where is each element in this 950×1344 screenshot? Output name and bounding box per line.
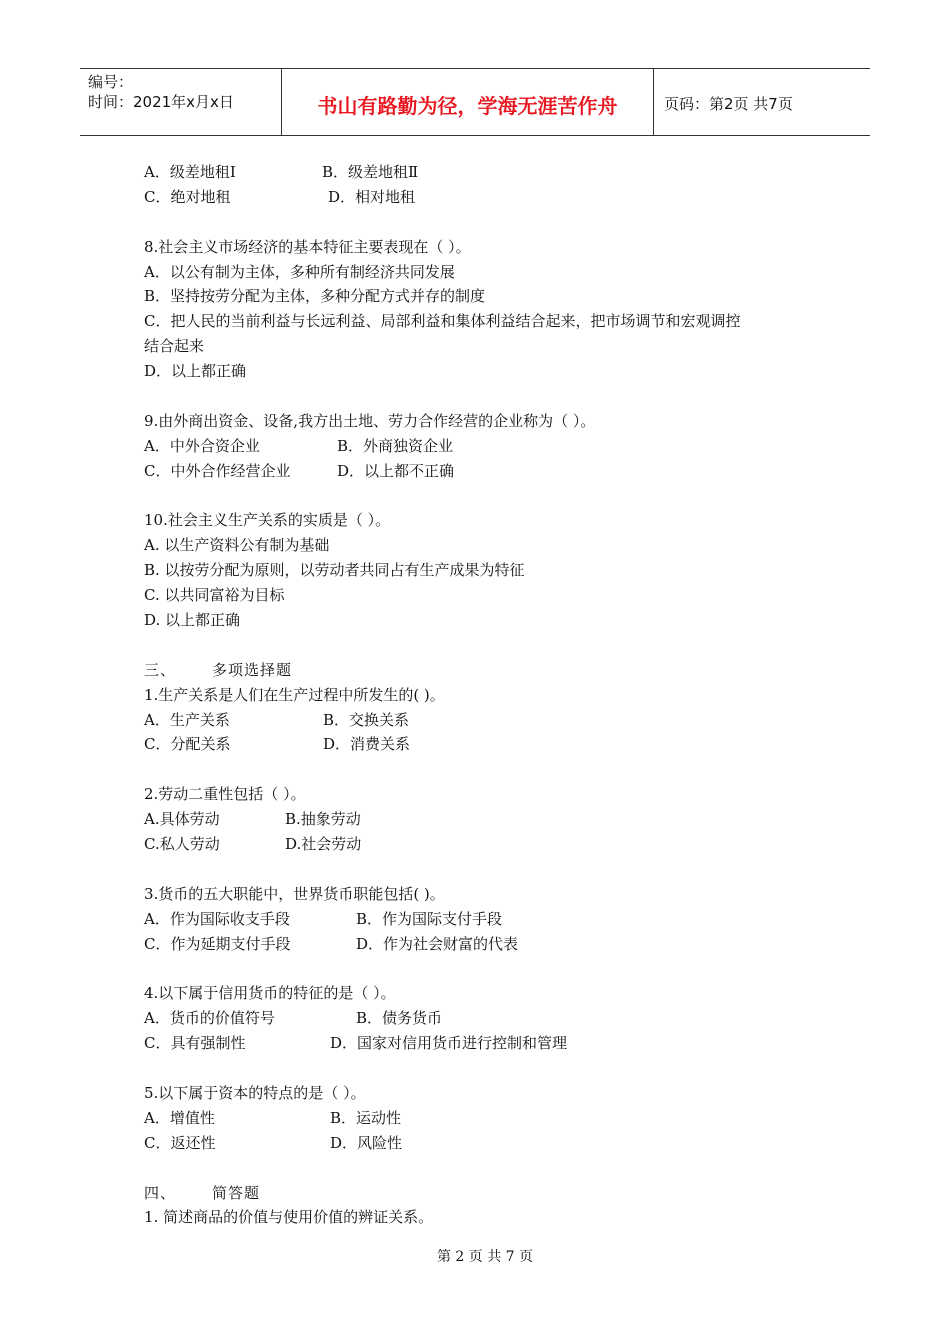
q8-stem: 8.社会主义市场经济的基本特征主要表现在（ ）。 xyxy=(144,237,471,256)
m4-options-row1 xyxy=(144,1006,844,1031)
option-b: B．债务货币 xyxy=(356,1009,443,1028)
option-d: D．风险性 xyxy=(330,1133,403,1152)
q7-options-row2 xyxy=(144,185,844,210)
option-c: C．分配关系 xyxy=(144,735,231,754)
q10-option-d: D. 以上都正确 xyxy=(144,611,241,630)
m4-options-row2 xyxy=(144,1031,844,1056)
section-number: 四、 xyxy=(144,1183,177,1202)
q10-option-c: C. 以共同富裕为目标 xyxy=(144,586,285,605)
q9-options-row2 xyxy=(144,459,844,484)
option-b: B．交换关系 xyxy=(323,710,410,729)
m5-options-row1 xyxy=(144,1106,844,1131)
m5-options-row2 xyxy=(144,1131,844,1156)
q10-stem: 10.社会主义生产关系的实质是（ ）。 xyxy=(144,511,391,530)
m1-stem: 1.生产关系是人们在生产过程中所发生的( )。 xyxy=(144,685,445,704)
option-c: C．返还性 xyxy=(144,1133,216,1152)
section-title: 简答题 xyxy=(212,1183,261,1202)
page-header xyxy=(80,68,870,136)
q8-option-d: D．以上都正确 xyxy=(144,362,247,381)
option-c: C．具有强制性 xyxy=(144,1034,246,1053)
option-a: A．货币的价值符号 xyxy=(144,1009,275,1028)
section-number: 三、 xyxy=(144,660,177,679)
number-label: 编号： xyxy=(88,73,134,91)
q7-options-row1 xyxy=(144,160,844,185)
option-a: A．生产关系 xyxy=(144,710,230,729)
option-d: D．消费关系 xyxy=(323,735,411,754)
option-b: B．作为国际支付手段 xyxy=(356,909,503,928)
m3-stem: 3.货币的五大职能中，世界货币职能包括( )。 xyxy=(144,884,445,903)
m5-stem: 5.以下属于资本的特点的是（ ）。 xyxy=(144,1083,366,1102)
q8-option-c: C．把人民的当前利益与长远利益、局部利益和集体利益结合起来，把市场调节和宏观调控 xyxy=(144,312,741,331)
m2-options-row2 xyxy=(144,832,844,857)
option-a: A.具体劳动 xyxy=(144,810,220,829)
option-a: A．作为国际收支手段 xyxy=(144,909,290,928)
section-3-heading xyxy=(144,658,844,683)
q8-option-c-cont: 结合起来 xyxy=(144,337,205,356)
option-d: D．相对地租 xyxy=(328,187,416,206)
m2-options-row1 xyxy=(144,807,844,832)
q8-option-b: B．坚持按劳分配为主体，多种分配方式并存的制度 xyxy=(144,287,486,306)
option-b: B．外商独资企业 xyxy=(337,436,454,455)
option-b: B.抽象劳动 xyxy=(285,810,361,829)
option-b: B．级差地租Ⅱ xyxy=(322,163,419,181)
q9-options-row1 xyxy=(144,434,844,459)
option-b: B．运动性 xyxy=(330,1108,402,1127)
m1-options-row2 xyxy=(144,732,844,757)
section-title: 多项选择题 xyxy=(212,660,293,679)
option-a: A．增值性 xyxy=(144,1108,215,1127)
header-motto: 书山有路勤为径，学海无涯苦作舟 xyxy=(282,69,654,135)
option-a: A．级差地租Ⅰ xyxy=(144,163,236,181)
option-d: D．以上都不正确 xyxy=(337,461,455,480)
time-label: 时间：2021年x月x日 xyxy=(88,93,234,111)
q10-option-a: A. 以生产资料公有制为基础 xyxy=(144,536,330,555)
m3-options-row2 xyxy=(144,932,844,957)
q8-option-a: A．以公有制为主体，多种所有制经济共同发展 xyxy=(144,262,455,281)
header-meta xyxy=(80,69,282,135)
section-4-heading xyxy=(144,1181,844,1206)
q10-option-b: B. 以按劳分配为原则，以劳动者共同占有生产成果为特征 xyxy=(144,561,525,580)
option-d: D．作为社会财富的代表 xyxy=(356,934,519,953)
q9-stem: 9.由外商出资金、设备,我方出土地、劳力合作经营的企业称为（ ）。 xyxy=(144,411,596,430)
m4-stem: 4.以下属于信用货币的特征的是（ ）。 xyxy=(144,984,396,1003)
option-c: C.私人劳动 xyxy=(144,835,220,854)
option-d: D.社会劳动 xyxy=(285,835,362,854)
option-c: C．中外合作经营企业 xyxy=(144,461,291,480)
document-body xyxy=(144,160,844,1230)
m3-options-row1 xyxy=(144,907,844,932)
s1-stem: 1. 简述商品的价值与使用价值的辨证关系。 xyxy=(144,1208,434,1227)
option-d: D．国家对信用货币进行控制和管理 xyxy=(330,1034,568,1053)
page-footer: 第 2 页 共 7 页 xyxy=(436,1249,534,1265)
option-a: A．中外合资企业 xyxy=(144,436,260,455)
option-c: C．作为延期支付手段 xyxy=(144,934,291,953)
m1-options-row1 xyxy=(144,708,844,733)
m2-stem: 2.劳动二重性包括（ ）。 xyxy=(144,785,306,804)
header-page-info: 页码：第2页 共7页 xyxy=(664,94,793,113)
option-c: C．绝对地租 xyxy=(144,187,231,206)
